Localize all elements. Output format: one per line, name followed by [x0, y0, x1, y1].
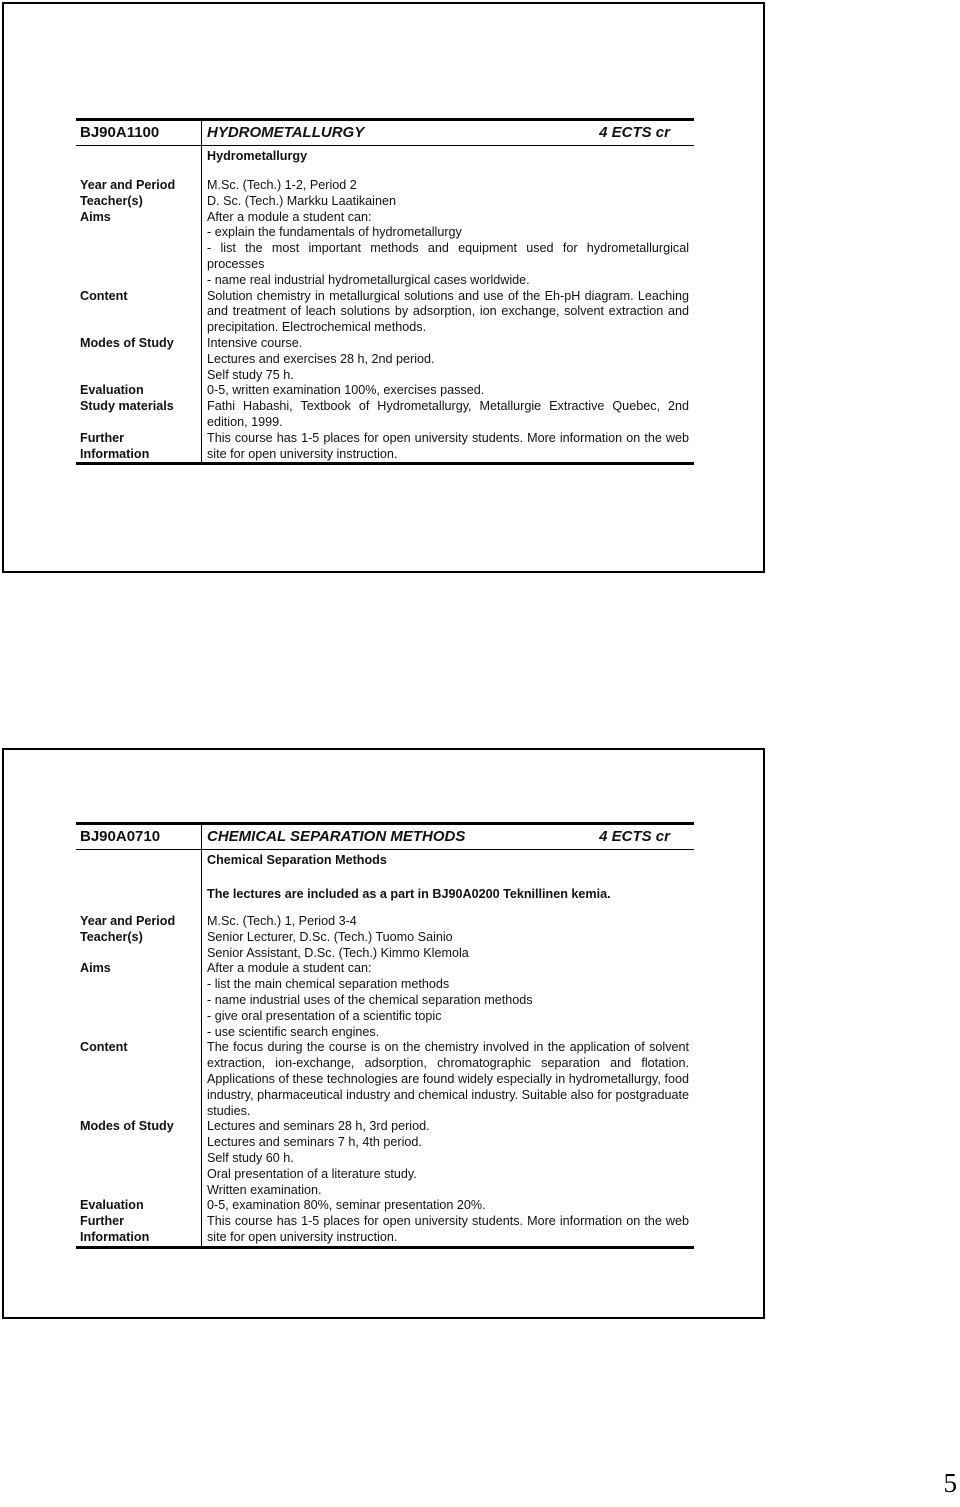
course-title: HYDROMETALLURGY [207, 124, 365, 141]
row-evaluation [76, 383, 694, 399]
row-further-info [76, 431, 694, 463]
value-further-info: This course has 1-5 places for open university students. More information on the web site for open university instruction. [207, 1214, 689, 1244]
label-year-period: Year and Period [80, 914, 176, 928]
label-teachers: Teacher(s) [80, 929, 143, 944]
label-information: Information [80, 1229, 150, 1244]
header-divider [201, 825, 202, 850]
label-study-materials: Study materials [80, 399, 174, 414]
modes-line: Self study 60 h. [207, 1150, 294, 1165]
aims-line: - list the main chemical separation methods [207, 977, 450, 992]
label-year-period: Year and Period [80, 178, 176, 192]
label-information: Information [80, 446, 150, 461]
modes-line: Intensive course. [207, 335, 303, 350]
course-subtitle: Chemical Separation Methods [207, 853, 387, 867]
value-year-period: M.Sc. (Tech.) 1, Period 3-4 [207, 914, 357, 928]
teacher-line: Senior Lecturer, D.Sc. (Tech.) Tuomo Sainio [207, 929, 453, 944]
row-further-info [76, 1214, 694, 1246]
slide-chemical-separation [2, 748, 765, 1319]
course-note: The lectures are included as a part in BJ90A0200 Teknillinen kemia. [207, 887, 611, 901]
aims-line: - explain the fundamentals of hydrometallurgy [207, 225, 462, 240]
label-content: Content [80, 1040, 128, 1055]
label-further: Further [80, 1214, 125, 1229]
modes-line: Written examination. [207, 1182, 322, 1197]
label-evaluation: Evaluation [80, 383, 144, 398]
value-aims [198, 961, 689, 1040]
row-content [76, 1040, 694, 1119]
value-study-materials: Fathi Habashi, Textbook of Hydrometallurgy, Metallurgie Extractive Quebec, 2nd edition, 1999. [207, 399, 689, 429]
aims-line: - use scientific search engines. [207, 1024, 380, 1039]
modes-line: Oral presentation of a literature study. [207, 1166, 417, 1181]
course-code: BJ90A1100 [80, 124, 160, 141]
aims-line: - list the most important methods and equipment used for hydrometallurgical processes [207, 241, 689, 271]
course-title: CHEMICAL SEPARATION METHODS [207, 828, 466, 845]
label-evaluation: Evaluation [80, 1198, 144, 1213]
course-credits: 4 ECTS cr [599, 828, 670, 845]
row-study-materials [76, 399, 694, 431]
value-aims [198, 210, 689, 289]
aims-line: After a module a student can: [207, 209, 372, 224]
label-content: Content [80, 288, 128, 303]
course-details [76, 146, 694, 465]
row-modes [76, 336, 694, 383]
row-teachers [76, 194, 694, 210]
course-credits: 4 ECTS cr [599, 124, 670, 141]
value-modes [198, 1119, 689, 1198]
course-details [76, 850, 694, 1249]
label-further-info [76, 1214, 198, 1246]
row-year-period [76, 178, 694, 194]
slide-hydrometallurgy [2, 2, 765, 573]
row-evaluation [76, 1198, 694, 1214]
row-aims [76, 210, 694, 289]
row-content [76, 289, 694, 336]
value-content: The focus during the course is on the chemistry involved in the application of solvent extraction, ion-exchange, adsorption, chromatographic separation and flotation. Applications of these technologies are found widely especially in hydrometallurgy, food industry, pharmaceutical industry and chemical industry. Suitable also for postgraduate studies. [207, 1040, 689, 1118]
page-number: 5 [943, 1468, 957, 1498]
row-modes [76, 1119, 694, 1198]
modes-line: Lectures and seminars 28 h, 3rd period. [207, 1119, 430, 1134]
label-further: Further [80, 430, 125, 445]
modes-line: Self study 75 h. [207, 367, 294, 382]
label-modes: Modes of Study [80, 335, 174, 350]
row-teachers [76, 930, 694, 962]
modes-line: Lectures and seminars 7 h, 4th period. [207, 1135, 422, 1150]
value-year-period: M.Sc. (Tech.) 1-2, Period 2 [207, 178, 357, 192]
aims-line: - name real industrial hydrometallurgical cases worldwide. [207, 272, 530, 287]
course-subtitle: Hydrometallurgy [207, 149, 308, 163]
label-modes: Modes of Study [80, 1119, 174, 1134]
value-further-info: This course has 1-5 places for open university students. More information on the web site for open university instruction. [207, 430, 689, 461]
value-evaluation: 0-5, examination 80%, seminar presentation 20%. [207, 1198, 486, 1213]
aims-line: - give oral presentation of a scientific topic [207, 1008, 442, 1023]
course-header [76, 118, 694, 146]
course-header [76, 822, 694, 850]
value-content: Solution chemistry in metallurgical solutions and use of the Eh-pH diagram. Leaching and treatment of leach solutions by adsorption, ion exchange, solvent extraction and precipitation. Electrochemical methods. [207, 288, 689, 335]
course-card [76, 822, 694, 1249]
value-teachers [198, 930, 689, 962]
label-further-info [76, 431, 198, 463]
row-year-period [76, 914, 694, 930]
label-aims: Aims [80, 961, 111, 976]
course-card [76, 118, 694, 465]
label-teachers: Teacher(s) [80, 193, 143, 208]
value-evaluation: 0-5, written examination 100%, exercises passed. [207, 383, 485, 398]
course-code: BJ90A0710 [80, 828, 161, 845]
aims-line: - name industrial uses of the chemical separation methods [207, 992, 533, 1007]
label-aims: Aims [80, 209, 111, 224]
value-modes [198, 336, 689, 383]
header-divider [201, 121, 202, 146]
row-aims [76, 961, 694, 1040]
value-teachers: D. Sc. (Tech.) Markku Laatikainen [207, 193, 396, 208]
teacher-line: Senior Assistant, D.Sc. (Tech.) Kimmo Klemola [207, 945, 469, 960]
modes-line: Lectures and exercises 28 h, 2nd period. [207, 351, 435, 366]
aims-line: After a module a student can: [207, 961, 372, 976]
